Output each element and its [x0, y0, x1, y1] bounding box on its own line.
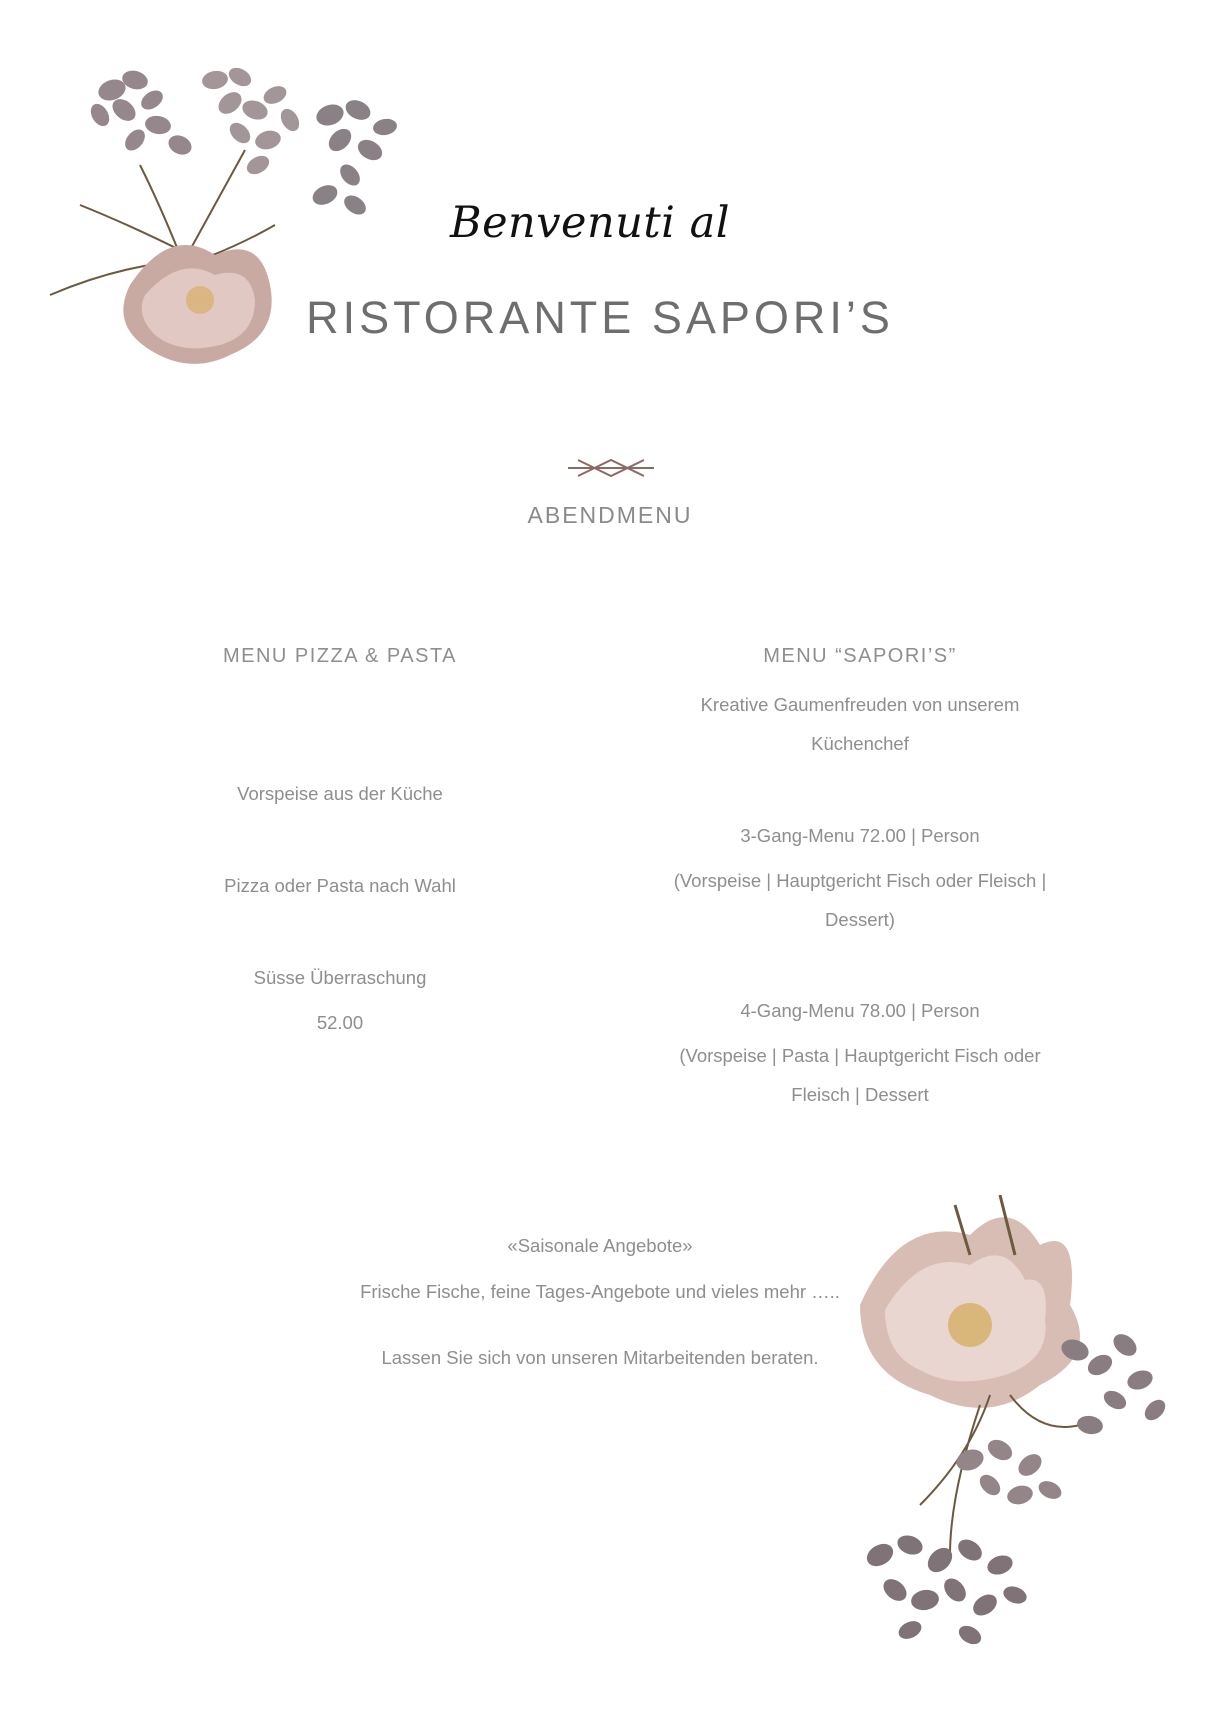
left-menu-item: Vorspeise aus der Küche	[237, 783, 443, 804]
seasonal-text: Lassen Sie sich von unseren Mitarbeitenden beraten.	[381, 1347, 819, 1368]
menu-option-title: 4-Gang-Menu 78.00 | Person	[740, 1000, 980, 1021]
welcome-heading: Benvenuti al	[450, 198, 730, 248]
left-menu-price: 52.00	[316, 1012, 364, 1033]
left-menu-title: MENU PIZZA & PASTA	[222, 645, 458, 667]
menu-option-description: Fleisch | Dessert	[791, 1084, 929, 1105]
left-menu-item: Süsse Überraschung	[253, 967, 427, 988]
menu-option-description: (Vorspeise | Hauptgericht Fisch oder Fleisch |	[673, 870, 1047, 891]
seasonal-title: «Saisonale Angebote»	[507, 1235, 693, 1256]
diamond-ornament-icon	[568, 455, 654, 481]
flower-illustration-bottom	[840, 1195, 1185, 1655]
left-menu-item: Pizza oder Pasta nach Wahl	[224, 875, 456, 896]
seasonal-text: Frische Fische, feine Tages-Angebote und vieles mehr …..	[360, 1281, 840, 1302]
menu-option-description: (Vorspeise | Pasta | Hauptgericht Fisch oder	[679, 1045, 1041, 1066]
menu-option-description: Dessert)	[825, 909, 895, 930]
right-menu-subtitle: Kreative Gaumenfreuden von unserem	[700, 694, 1020, 715]
right-menu-subtitle: Küchenchef	[811, 733, 909, 754]
restaurant-name: RISTORANTE SAPORI’S	[306, 292, 894, 343]
section-title: ABENDMENU	[527, 502, 693, 528]
right-menu-title: MENU “SAPORI’S”	[763, 645, 957, 667]
menu-option-title: 3-Gang-Menu 72.00 | Person	[740, 825, 980, 846]
